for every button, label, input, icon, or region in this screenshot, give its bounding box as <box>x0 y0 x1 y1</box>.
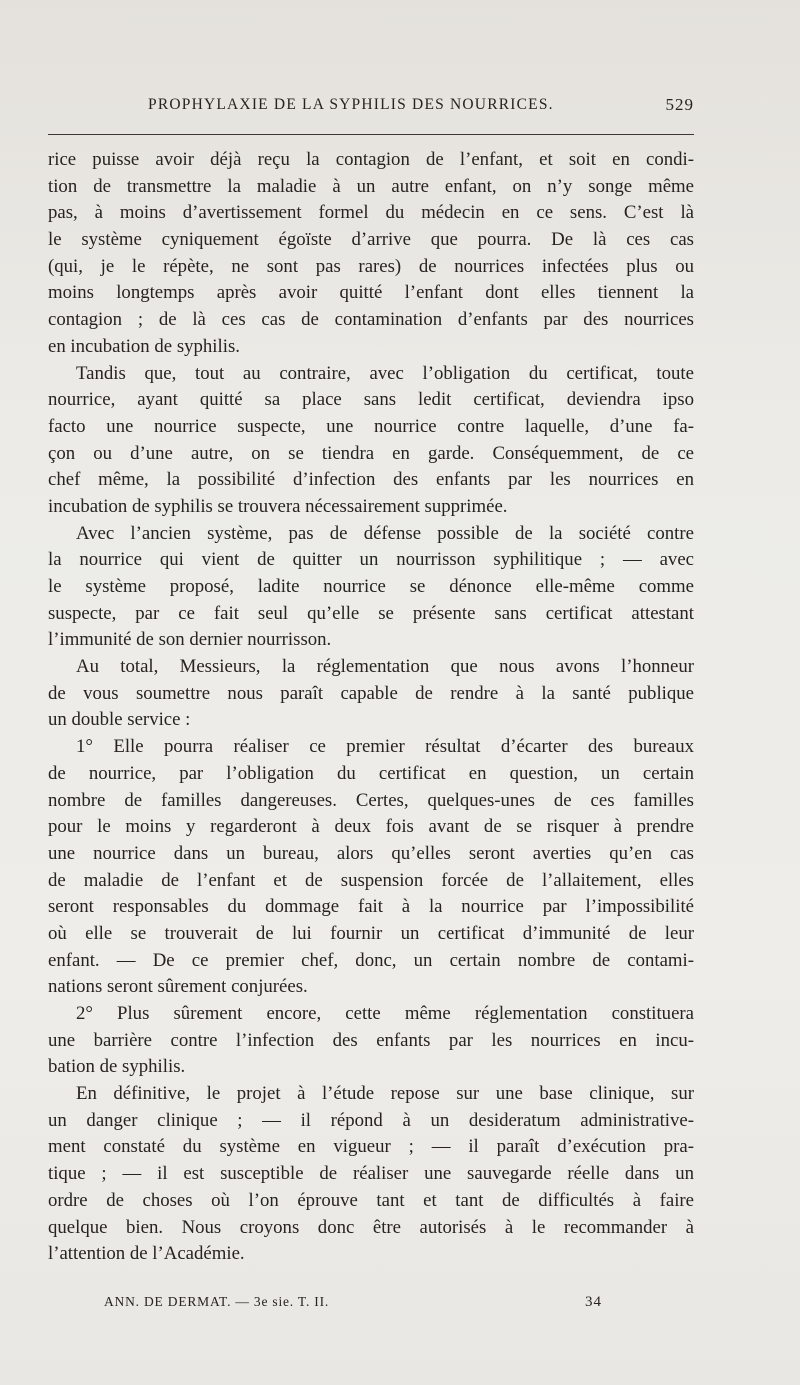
text-line: le système proposé, ladite nourrice se dénonce elle-même comme <box>48 576 694 597</box>
text-line: seront responsables du dommage fait à la nourrice par l’impossibilité <box>48 896 694 918</box>
header-rule <box>48 134 694 135</box>
text-line: l’attention de l’Académie. <box>48 1243 245 1265</box>
text-line: (qui, je le répète, ne sont pas rares) de nourrices infectées plus ou <box>48 255 694 277</box>
text-line: Tandis que, tout au contraire, avec l’obligation du certificat, toute <box>76 362 694 384</box>
text-line: En définitive, le projet à l’étude repose sur une base clinique, sur <box>76 1083 694 1105</box>
body-text <box>48 147 694 1268</box>
text-line: enfant. — De ce premier chef, donc, un certain nombre de contami- <box>48 949 694 971</box>
journal-reference: ANN. DE DERMAT. — 3e sie. T. II. <box>104 1294 330 1309</box>
text-line: un double service : <box>48 709 191 731</box>
text-line: une nourrice dans un bureau, alors qu’elles seront averties qu’en cas <box>48 842 694 864</box>
text-line: ment constaté du système en vigueur ; — il paraît d’exécution pra- <box>48 1136 694 1158</box>
text-line: quelque bien. Nous croyons donc être autorisés à le recommander à <box>48 1216 694 1238</box>
text-line: tique ; — il est susceptible de réaliser une sauvegarde réelle dans un <box>48 1163 694 1185</box>
text-line: suspecte, par ce fait seul qu’elle se présente sans certificat attestant <box>48 602 694 624</box>
text-line: incubation de syphilis se trouvera nécessairement supprimée. <box>48 495 508 517</box>
text-line: bation de syphilis. <box>48 1056 186 1078</box>
text-line: l’immunité de son dernier nourrisson. <box>48 629 332 651</box>
running-head: PROPHYLAXIE DE LA SYPHILIS DES NOURRICES. <box>148 96 554 113</box>
text-line: un danger clinique ; — il répond à un desideratum administrative- <box>48 1109 694 1131</box>
text-line: facto une nourrice suspecte, une nourrice contre laquelle, d’une fa- <box>48 415 694 437</box>
text-line: où elle se trouverait de lui fournir un certificat d’immunité de leur <box>48 922 694 944</box>
text-line: tion de transmettre la maladie à un autre enfant, on n’y songe même <box>48 175 694 197</box>
text-line: 2° Plus sûrement encore, cette même réglementation constituera <box>76 1003 694 1024</box>
signature-mark: 34 <box>585 1294 602 1310</box>
text-line: ordre de choses où l’on éprouve tant et tant de difficultés à faire <box>48 1189 694 1211</box>
text-line: contagion ; de là ces cas de contamination d’enfants par des nourrices <box>48 309 694 331</box>
text-line: une barrière contre l’infection des enfants par les nourrices en incu- <box>48 1029 694 1051</box>
text-line: Au total, Messieurs, la réglementation que nous avons l’honneur <box>76 656 694 678</box>
text-line: chef même, la possibilité d’infection des enfants par les nourrices en <box>48 469 694 491</box>
text-line: pour le moins y regarderont à deux fois avant de se risquer à prendre <box>48 816 694 838</box>
text-line: nourrice, ayant quitté sa place sans ledit certificat, deviendra ipso <box>48 389 694 411</box>
text-line: la nourrice qui vient de quitter un nourrisson syphilitique ; — avec <box>48 549 694 571</box>
page-header <box>48 96 694 124</box>
text-line: Avec l’ancien système, pas de défense possible de la société contre <box>76 522 694 544</box>
text-line: 1° Elle pourra réaliser ce premier résultat d’écarter des bureaux <box>76 736 694 758</box>
text-line: rice puisse avoir déjà reçu la contagion de l’enfant, et soit en condi- <box>48 149 694 170</box>
text-line: çon ou d’une autre, on se tiendra en garde. Conséquemment, de ce <box>48 442 694 464</box>
text-line: de vous soumettre nous paraît capable de rendre à la santé publique <box>48 682 694 704</box>
text-line: de maladie de l’enfant et de suspension forcée de l’allaitement, elles <box>48 869 694 891</box>
text-line: le système cyniquement égoïste d’arrive que pourra. De là ces cas <box>48 229 694 251</box>
text-line: pas, à moins d’avertissement formel du médecin en ce sens. C’est là <box>48 202 694 224</box>
page-footer <box>48 1294 694 1316</box>
text-line: en incubation de syphilis. <box>48 335 240 357</box>
text-line: nations seront sûrement conjurées. <box>48 976 308 998</box>
text-line: nombre de familles dangereuses. Certes, quelques-unes de ces familles <box>48 789 694 811</box>
page-number: 529 <box>665 95 694 114</box>
text-line: de nourrice, par l’obligation du certificat en question, un certain <box>48 762 694 784</box>
text-line: moins longtemps après avoir quitté l’enfant dont elles tiennent la <box>48 282 694 304</box>
